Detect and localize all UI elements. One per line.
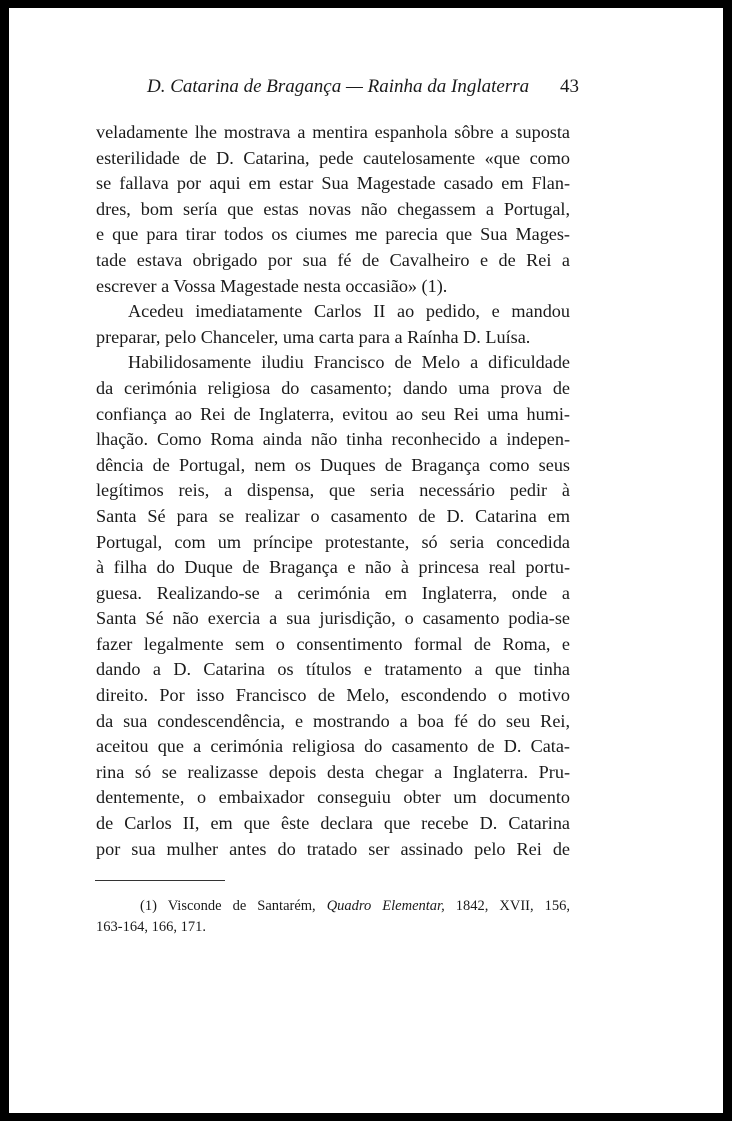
- page-header: [147, 76, 579, 106]
- text-line: Santa Sé não exercia a sua jurisdição, o casamento podia-se: [96, 608, 570, 629]
- footnote-work-title: Quadro Elementar,: [326, 898, 445, 914]
- text-line: legítimos reis, a dispensa, que seria necessário pedir à: [96, 480, 570, 501]
- text-line: dres, bom sería que estas novas não chegassem a Portugal,: [96, 198, 570, 219]
- text-line: preparar, pelo Chanceler, uma carta para a Raínha D. Luísa.: [96, 326, 531, 347]
- footnote-author: Visconde de Santarém,: [167, 898, 316, 914]
- footnote-divider: [95, 880, 225, 881]
- text-line: guesa. Realizando-se a cerimónia em Inglaterra, onde a: [96, 582, 570, 603]
- text-line: Portugal, com um príncipe protestante, só seria concedida: [96, 531, 570, 552]
- text-line: Santa Sé para se realizar o casamento de D. Catarina em: [96, 505, 570, 526]
- footnote-line: 163-164, 166, 171.: [96, 919, 206, 935]
- footnote-reference: 1842, XVII, 156,: [455, 898, 570, 914]
- text-line: direito. Por isso Francisco de Melo, escondendo o motivo: [96, 685, 570, 706]
- text-line: dando a D. Catarina os títulos e tratamento a que tinha: [96, 659, 570, 680]
- text-line: Habilidosamente iludiu Francisco de Melo a dificuldade: [128, 352, 570, 373]
- text-line: da cerimónia religiosa do casamento; dando uma prova de: [96, 377, 570, 398]
- text-line: se fallava por aqui em estar Sua Magestade casado em Flan-: [96, 173, 570, 194]
- footnote-marker: (1): [140, 898, 157, 914]
- text-line: veladamente lhe mostrava a mentira espanhola sôbre a suposta: [96, 122, 570, 142]
- book-page: [9, 8, 723, 1113]
- main-text: [96, 120, 570, 862]
- page-number: 43: [560, 76, 579, 97]
- running-title: D. Catarina de Bragança — Rainha da Inglaterra: [147, 76, 530, 97]
- text-line: dência de Portugal, nem os Duques de Bragança como seus: [96, 454, 570, 475]
- text-line: lhação. Como Roma ainda não tinha reconhecido a indepen-: [96, 429, 570, 450]
- text-line: dentemente, o embaixador conseguiu obter um documento: [96, 787, 570, 808]
- text-line: confiança ao Rei de Inglaterra, evitou ao seu Rei uma humi-: [96, 403, 570, 424]
- text-line: à filha do Duque de Bragança e não à princesa real portu-: [96, 557, 570, 578]
- text-line: escrever a Vossa Magestade nesta occasião» (1).: [96, 275, 448, 296]
- footnote: [96, 896, 570, 938]
- footnote-line: [96, 896, 570, 917]
- text-line: aceitou que a cerimónia religiosa do casamento de D. Cata-: [96, 736, 570, 757]
- text-line: esterilidade de D. Catarina, pede cautelosamente «que como: [96, 147, 570, 168]
- text-line: fazer legalmente sem o consentimento formal de Roma, e: [96, 633, 570, 654]
- text-line: e que para tirar todos os ciumes me parecia que Sua Mages-: [96, 224, 570, 245]
- text-line: rina só se realizasse depois desta chegar a Inglaterra. Pru-: [96, 761, 570, 782]
- text-line: tade estava obrigado por sua fé de Cavalheiro e de Rei a: [96, 249, 570, 270]
- text-line: de Carlos II, em que êste declara que recebe D. Catarina: [96, 813, 570, 834]
- text-line: da sua condescendência, e mostrando a boa fé do seu Rei,: [96, 710, 570, 731]
- text-line: por sua mulher antes do tratado ser assinado pelo Rei de: [96, 838, 570, 859]
- text-line: Acedeu imediatamente Carlos II ao pedido, e mandou: [128, 301, 570, 322]
